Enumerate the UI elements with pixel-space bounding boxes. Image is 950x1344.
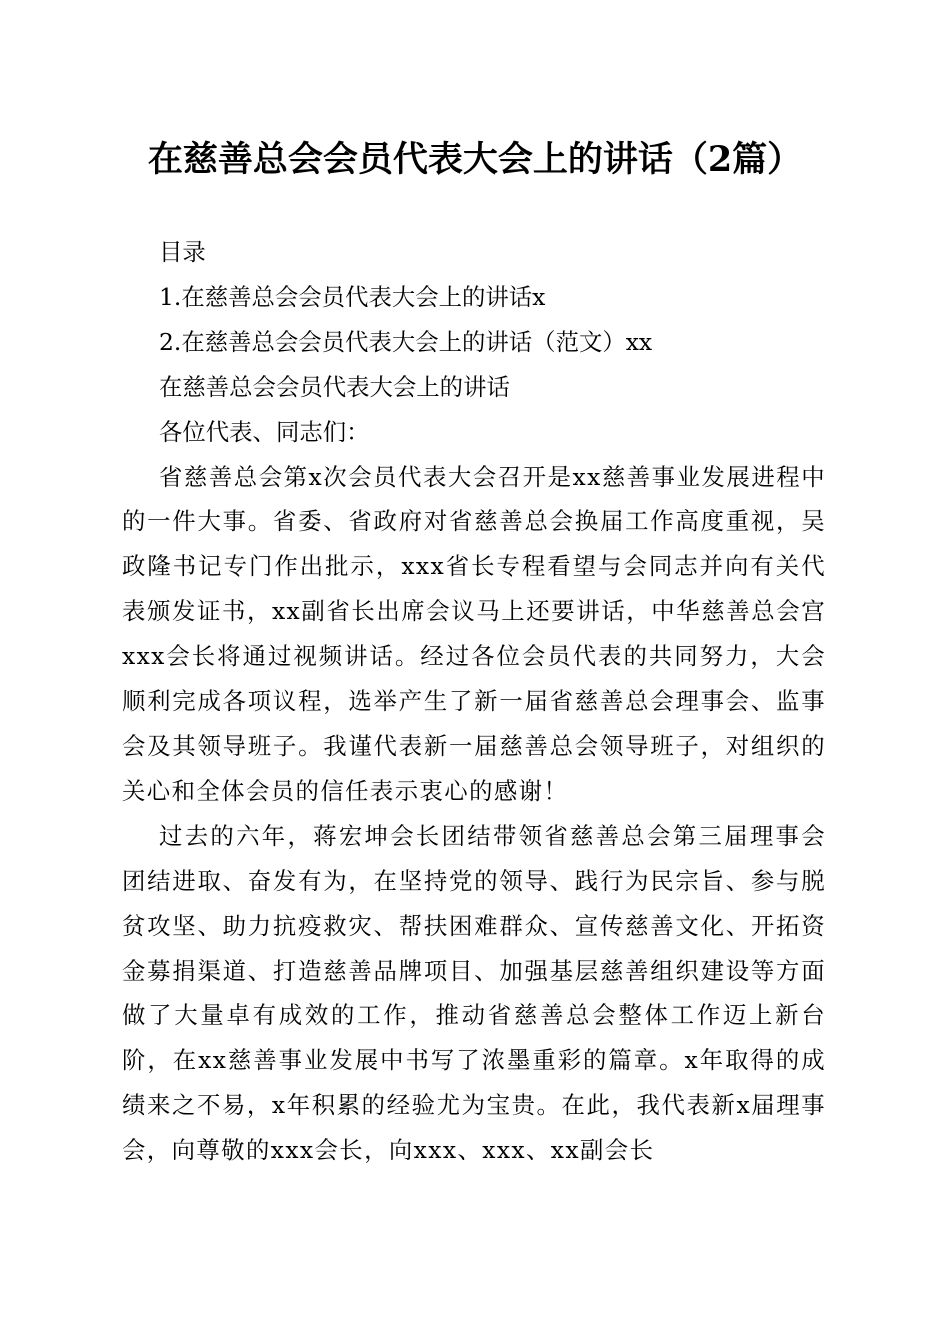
toc-item-1: 1.在慈善总会会员代表大会上的讲话x xyxy=(159,282,546,311)
section-title: 在慈善总会会员代表大会上的讲话 xyxy=(159,372,510,401)
document-body xyxy=(122,230,826,1173)
paragraph-2: 过去的六年，蒋宏坤会长团结带领省慈善总会第三届理事会团结进取、奋发有为，在坚持党的领导、践行为民宗旨、参与脱贫攻坚、助力抗疫救灾、帮扶困难群众、宣传慈善文化、开拓资金募捐渠道、打造慈善品牌项目、加强基层慈善组织建设等方面做了大量卓有成效的工作，推动省慈善总会整体工作迈上新台阶，在xx慈善事业发展中书写了浓墨重彩的篇章。x年取得的成绩来之不易，x年积累的经验尤为宝贵。在此，我代表新x届理事会，向尊敬的xxx会长，向xxx、xxx、xx副会长 xyxy=(122,821,826,1165)
salutation: 各位代表、同志们： xyxy=(159,417,370,446)
toc-item-2: 2.在慈善总会会员代表大会上的讲话（范文）xx xyxy=(159,327,653,356)
paragraph-1: 省慈善总会第x次会员代表大会召开是xx慈善事业发展进程中的一件大事。省委、省政府对省慈善总会换届工作高度重视，吴政隆书记专门作出批示，xxx省长专程看望与会同志并向有关代表颁发证书，xx副省长出席会议马上还要讲话，中华慈善总会宫xxx会长将通过视频讲话。经过各位会员代表的共同努力，大会顺利完成各项议程，选举产生了新一届省慈善总会理事会、监事会及其领导班子。我谨代表新一届慈善总会领导班子，对组织的关心和全体会员的信任表示衷心的感谢！ xyxy=(122,462,826,805)
document-title: 在慈善总会会员代表大会上的讲话（2篇） xyxy=(147,139,803,180)
toc-heading: 目录 xyxy=(159,238,206,266)
